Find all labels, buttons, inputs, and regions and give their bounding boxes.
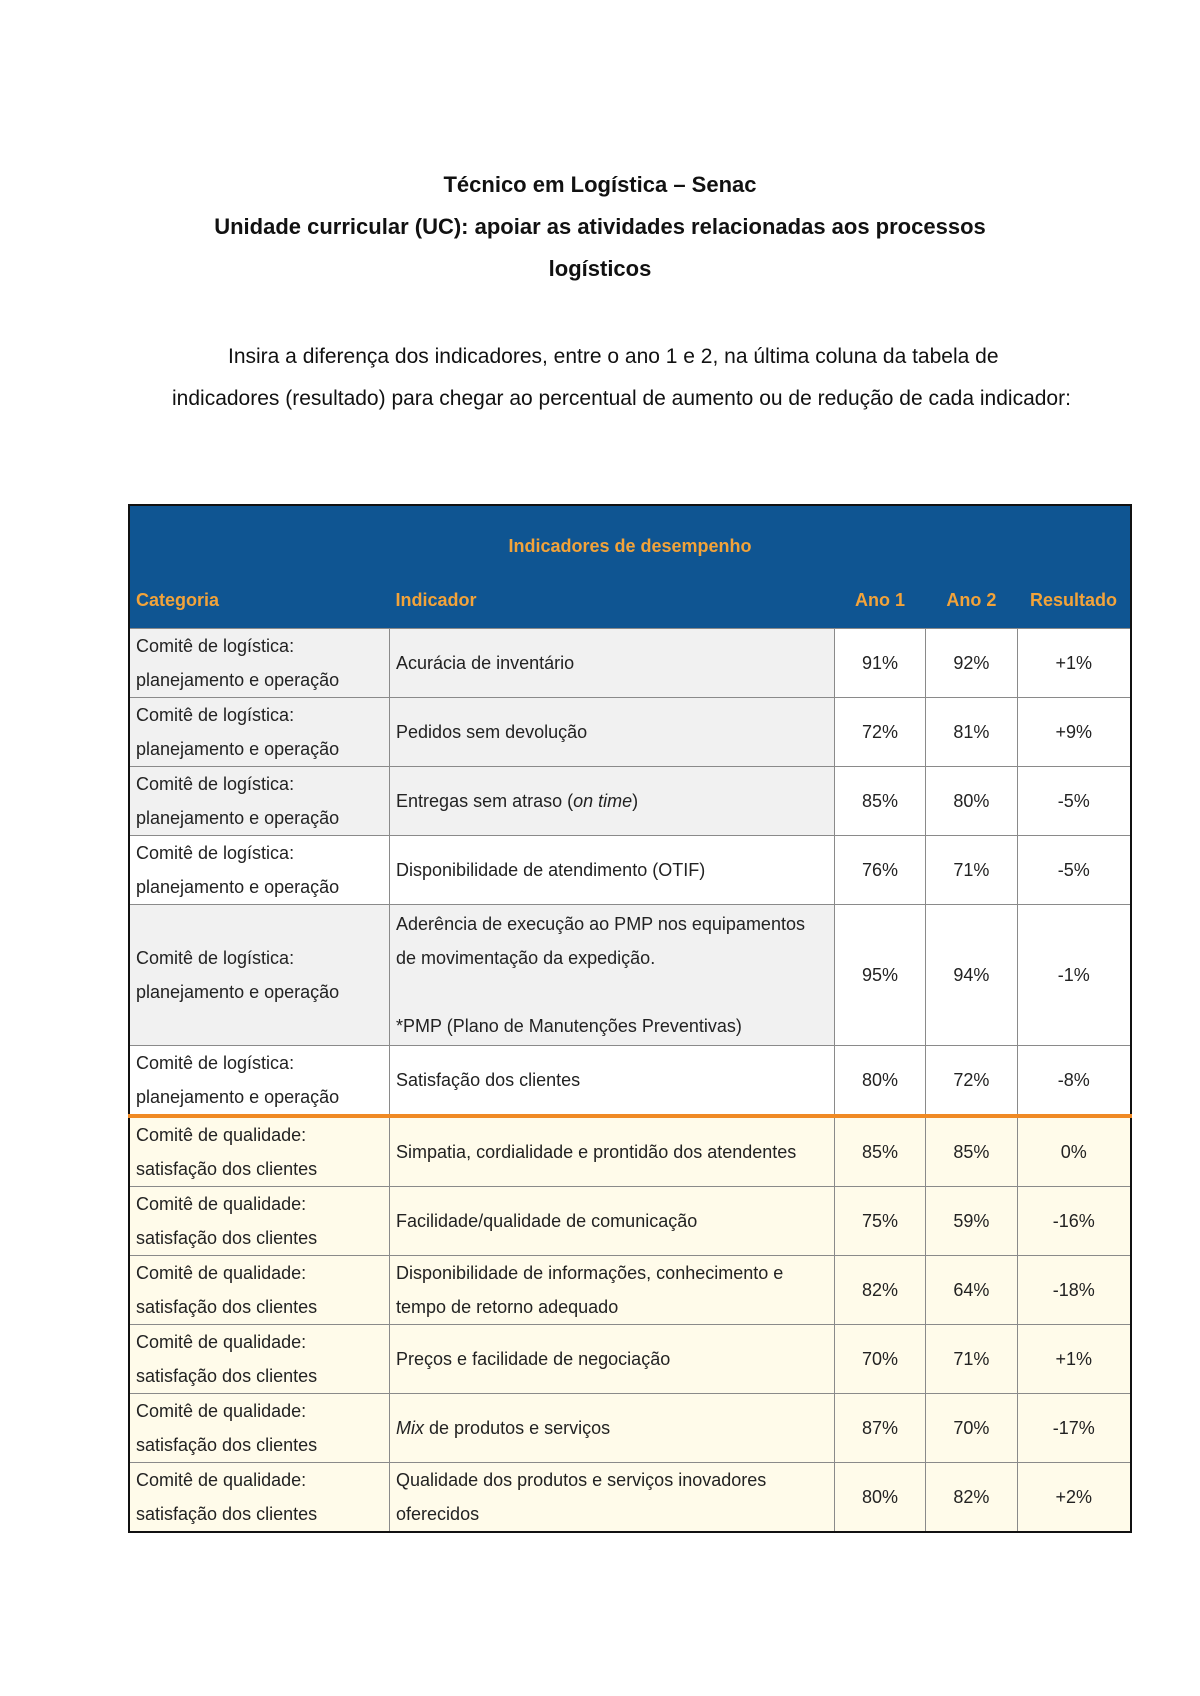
intro-paragraph (172, 336, 1084, 420)
cell-resultado: -16% (1017, 1187, 1131, 1256)
cell-resultado: +1% (1017, 629, 1131, 698)
heading-line-2: Unidade curricular (UC): apoiar as atividades relacionadas aos processos (214, 214, 986, 239)
col-header-categoria: Categoria (129, 572, 390, 629)
table-row (129, 1325, 1131, 1394)
cell-ano1: 80% (834, 1463, 925, 1533)
table-row (129, 836, 1131, 905)
heading-line-1: Técnico em Logística – Senac (443, 172, 757, 197)
cell-categoria: Comitê de qualidade: satisfação dos clientes (129, 1394, 390, 1463)
col-header-indicador: Indicador (390, 572, 835, 629)
cell-categoria: Comitê de qualidade: satisfação dos clientes (129, 1256, 390, 1325)
col-header-resultado: Resultado (1017, 572, 1131, 629)
cell-ano2: 92% (926, 629, 1017, 698)
col-header-ano2: Ano 2 (926, 572, 1017, 629)
cell-ano1: 72% (834, 698, 925, 767)
table-row (129, 1046, 1131, 1117)
cell-resultado: -5% (1017, 836, 1131, 905)
cell-indicador: Disponibilidade de informações, conhecimento e tempo de retorno adequado (390, 1256, 835, 1325)
cell-indicador: Pedidos sem devolução (390, 698, 835, 767)
cell-resultado: -17% (1017, 1394, 1131, 1463)
indicador-text-italic: on time (573, 791, 633, 811)
cell-indicador (390, 905, 835, 1046)
cell-ano1: 82% (834, 1256, 925, 1325)
table-row (129, 629, 1131, 698)
cell-categoria: Comitê de qualidade: satisfação dos clientes (129, 1116, 390, 1187)
cell-resultado: -8% (1017, 1046, 1131, 1117)
cell-ano2: 59% (926, 1187, 1017, 1256)
cell-ano1: 76% (834, 836, 925, 905)
table-row (129, 767, 1131, 836)
heading-line-3: logísticos (548, 256, 652, 281)
indicador-text: Aderência de execução ao PMP nos equipamentos de movimentação da expedição. (396, 914, 805, 968)
cell-ano2: 82% (926, 1463, 1017, 1533)
cell-ano2: 94% (926, 905, 1017, 1046)
table-row (129, 905, 1131, 1046)
indicador-text-pre: Entregas sem atraso ( (396, 791, 574, 811)
cell-indicador: Facilidade/qualidade de comunicação (390, 1187, 835, 1256)
cell-indicador: Preços e facilidade de negociação (390, 1325, 835, 1394)
cell-resultado: -18% (1017, 1256, 1131, 1325)
cell-ano2: 71% (926, 1325, 1017, 1394)
cell-categoria: Comitê de logística: planejamento e operação (129, 1046, 390, 1117)
col-header-ano1: Ano 1 (834, 572, 925, 629)
table-title: Indicadores de desempenho (129, 505, 1131, 572)
cell-ano1: 70% (834, 1325, 925, 1394)
indicador-text-post: ) (632, 791, 639, 811)
cell-indicador (390, 767, 835, 836)
cell-ano1: 75% (834, 1187, 925, 1256)
cell-resultado: +9% (1017, 698, 1131, 767)
cell-categoria: Comitê de qualidade: satisfação dos clientes (129, 1325, 390, 1394)
cell-categoria: Comitê de logística: planejamento e operação (129, 698, 390, 767)
cell-resultado: -5% (1017, 767, 1131, 836)
cell-ano2: 64% (926, 1256, 1017, 1325)
cell-categoria: Comitê de qualidade: satisfação dos clientes (129, 1463, 390, 1533)
indicador-note: *PMP (Plano de Manutenções Preventivas) (396, 1016, 742, 1036)
cell-categoria: Comitê de logística: planejamento e operação (129, 905, 390, 1046)
table-row (129, 1463, 1131, 1533)
cell-resultado: +2% (1017, 1463, 1131, 1533)
cell-resultado: +1% (1017, 1325, 1131, 1394)
indicador-text-post: de produtos e serviços (424, 1418, 611, 1438)
cell-ano1: 85% (834, 767, 925, 836)
cell-categoria: Comitê de logística: planejamento e operação (129, 629, 390, 698)
indicador-text-italic: Mix (396, 1418, 425, 1438)
document-heading (0, 164, 1200, 290)
cell-ano1: 85% (834, 1116, 925, 1187)
cell-ano2: 71% (926, 836, 1017, 905)
cell-ano2: 80% (926, 767, 1017, 836)
cell-indicador (390, 1394, 835, 1463)
cell-indicador: Satisfação dos clientes (390, 1046, 835, 1117)
cell-ano2: 70% (926, 1394, 1017, 1463)
indicators-table (128, 504, 1132, 1533)
cell-resultado: -1% (1017, 905, 1131, 1046)
table-row (129, 1256, 1131, 1325)
cell-indicador: Simpatia, cordialidade e prontidão dos atendentes (390, 1116, 835, 1187)
table-row (129, 1116, 1131, 1187)
table-row (129, 1394, 1131, 1463)
table-row (129, 698, 1131, 767)
table-row (129, 1187, 1131, 1256)
cell-ano1: 80% (834, 1046, 925, 1117)
cell-indicador: Qualidade dos produtos e serviços inovadores oferecidos (390, 1463, 835, 1533)
cell-ano1: 91% (834, 629, 925, 698)
cell-categoria: Comitê de logística: planejamento e operação (129, 767, 390, 836)
cell-resultado: 0% (1017, 1116, 1131, 1187)
cell-ano1: 87% (834, 1394, 925, 1463)
cell-ano2: 72% (926, 1046, 1017, 1117)
cell-ano2: 81% (926, 698, 1017, 767)
cell-categoria: Comitê de qualidade: satisfação dos clientes (129, 1187, 390, 1256)
cell-ano2: 85% (926, 1116, 1017, 1187)
cell-indicador: Disponibilidade de atendimento (OTIF) (390, 836, 835, 905)
cell-ano1: 95% (834, 905, 925, 1046)
intro-text: Insira a diferença dos indicadores, entre o ano 1 e 2, na última coluna da tabela de indicadores (resultado) para chegar ao percentual de aumento ou de redução de cada indicador: (172, 345, 1071, 410)
cell-indicador: Acurácia de inventário (390, 629, 835, 698)
cell-categoria: Comitê de logística: planejamento e operação (129, 836, 390, 905)
